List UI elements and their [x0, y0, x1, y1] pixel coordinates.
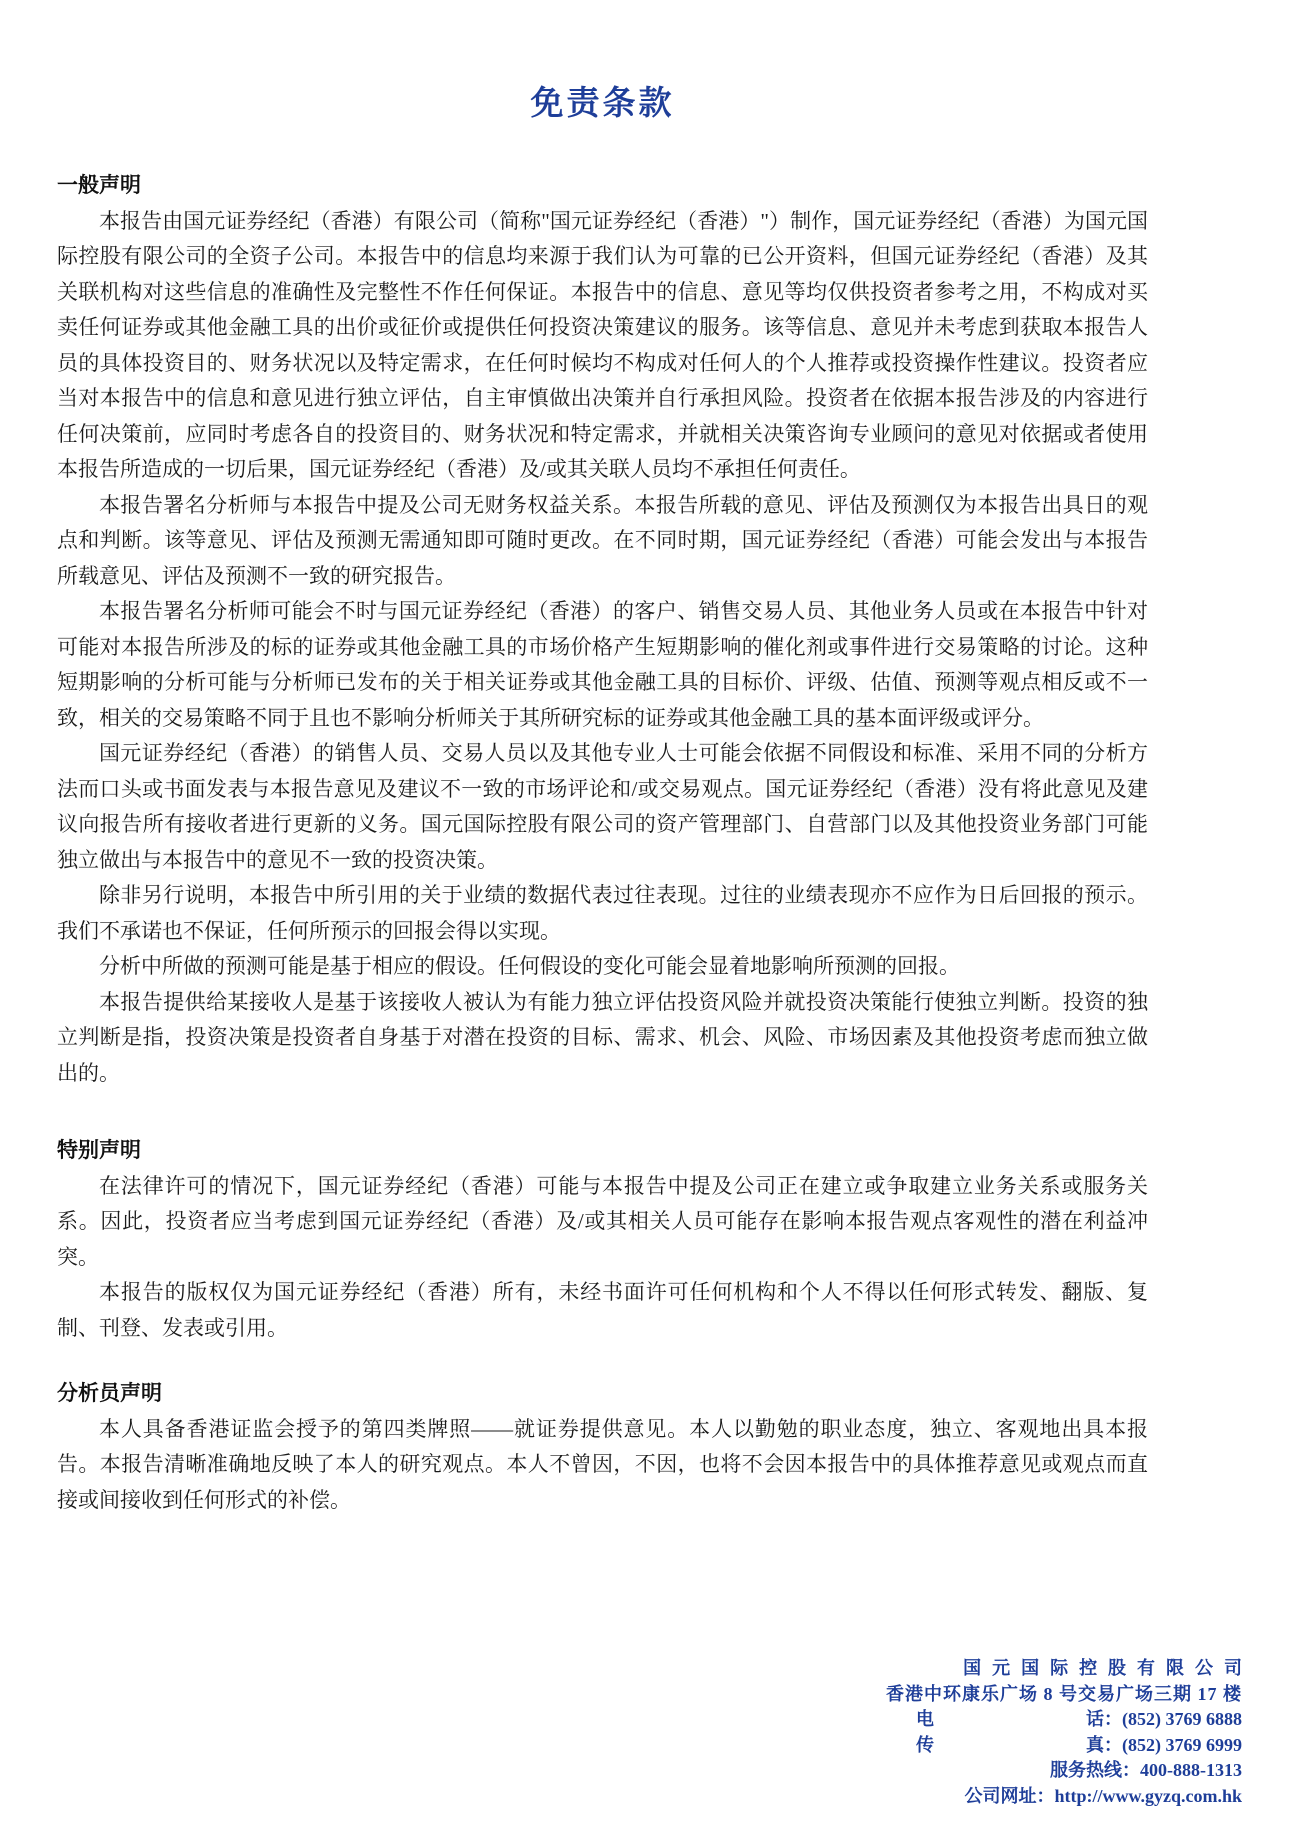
general-paragraph-4: 国元证券经纪（香港）的销售人员、交易人员以及其他专业人士可能会依据不同假设和标准、采用不同的分析方法而口头或书面发表与本报告意见及建议不一致的市场评论和/或交易观点。国元证券经纪（香港）没有将此意见及建议向报告所有接收者进行更新的义务。国元国际控股有限公司的资产管理部门、自营部门以及其他投资业务部门可能独立做出与本报告中的意见不一致的投资决策。: [57, 741, 1148, 872]
general-paragraph-2: 本报告署名分析师与本报告中提及公司无财务权益关系。本报告所载的意见、评估及预测仅为本报告出具日的观点和判断。该等意见、评估及预测无需通知即可随时更改。在不同时期，国元证券经纪（香港）可能会发出与本报告所载意见、评估及预测不一致的研究报告。: [57, 492, 1148, 588]
footer-fax-value: (852) 3769 6999: [1122, 1734, 1242, 1755]
footer-website-label: 公司网址：: [964, 1785, 1055, 1806]
section-special-statement: [57, 1133, 1148, 1346]
general-paragraph-1: 本报告由国元证券经纪（香港）有限公司（简称"国元证券经纪（香港）"）制作，国元证券经纪（香港）为国元国际控股有限公司的全资子公司。本报告中的信息均来源于我们认为可靠的已公开资料，但国元证券经纪（香港）及其关联机构对这些信息的准确性及完整性不作任何保证。本报告中的信息、意见等均仅供投资者参考之用，不构成对买卖任何证券或其他金融工具的出价或征价或提供任何投资决策建议的服务。该等信息、意见并未考虑到获取本报告人员的具体投资目的、财务状况以及特定需求，在任何时候均不构成对任何人的个人推荐或投资操作性建议。投资者应当对本报告中的信息和意见进行独立评估，自主审慎做出决策并自行承担风险。投资者在依据本报告涉及的内容进行任何决策前，应同时考虑各自的投资目的、财务状况和特定需求，并就相关决策咨询专业顾问的意见对依据或者使用本报告所造成的一切后果，国元证券经纪（香港）及/或其关联人员均不承担任何责任。: [57, 208, 1148, 481]
footer-company-name: 国元国际控股有限公司: [963, 1658, 1253, 1678]
footer-website-line: [886, 1784, 1242, 1810]
section-heading-analyst-statement: 分析员声明: [57, 1381, 162, 1405]
footer-fax-label: 传: [916, 1734, 934, 1755]
footer-fax-line: [886, 1733, 1242, 1759]
footer-phone-value: (852) 3769 6888: [1122, 1709, 1242, 1729]
section-analyst-statement: [57, 1376, 1148, 1518]
special-paragraph-1: 在法律许可的情况下，国元证券经纪（香港）可能与本报告中提及公司正在建立或争取建立业务关系或服务关系。因此，投资者应当考虑到国元证券经纪（香港）及/或其相关人员可能存在影响本报告观点客观性的潜在利益冲突。: [57, 1173, 1148, 1269]
company-footer: [886, 1656, 1253, 1809]
section-heading-special-statement: 特别声明: [57, 1138, 141, 1162]
section-general-statement: [57, 168, 1148, 1091]
footer-phone-line: [886, 1707, 1242, 1733]
special-paragraph-2: 本报告的版权仅为国元证券经纪（香港）所有，未经书面许可任何机构和个人不得以任何形式转发、翻版、复制、刊登、发表或引用。: [57, 1280, 1148, 1340]
footer-phone-label-2: 话：: [1086, 1709, 1122, 1729]
footer-phone-label: 电: [916, 1709, 934, 1729]
footer-website-link[interactable]: http://www.gyzq.com.hk: [1054, 1785, 1242, 1806]
section-heading-general-statement: 一般声明: [57, 173, 141, 197]
footer-hotline-line: [886, 1758, 1242, 1784]
footer-address: 香港中环康乐广场 8 号交易广场三期 17 楼: [886, 1683, 1242, 1704]
footer-hotline-label: 服务热线：: [1050, 1760, 1140, 1780]
general-paragraph-3: 本报告署名分析师可能会不时与国元证券经纪（香港）的客户、销售交易人员、其他业务人员或在本报告中针对可能对本报告所涉及的标的证券或其他金融工具的市场价格产生短期影响的催化剂或事件进行交易策略的讨论。这种短期影响的分析可能与分析师已发布的关于相关证券或其他金融工具的目标价、评级、估值、预测等观点相反或不一致，相关的交易策略不同于且也不影响分析师关于其所研究标的证券或其他金融工具的基本面评级或评分。: [57, 599, 1148, 730]
analyst-paragraph-1: 本人具备香港证监会授予的第四类牌照——就证券提供意见。本人以勤勉的职业态度，独立、客观地出具本报告。本报告清晰准确地反映了本人的研究观点。本人不曾因，不因，也将不会因本报告中的具体推荐意见或观点而直接或间接收到任何形式的补偿。: [57, 1416, 1148, 1512]
general-paragraph-6: 分析中所做的预测可能是基于相应的假设。任何假设的变化可能会显着地影响所预测的回报。: [99, 954, 960, 978]
footer-fax-label-2: 真：: [1086, 1734, 1122, 1755]
general-paragraph-7: 本报告提供给某接收人是基于该接收人被认为有能力独立评估投资风险并就投资决策能行使独立判断。投资的独立判断是指，投资决策是投资者自身基于对潜在投资的目标、需求、机会、风险、市场因素及其他投资考虑而独立做出的。: [57, 989, 1148, 1085]
page-title: 免责条款: [530, 86, 675, 122]
footer-hotline-value: 400-888-1313: [1140, 1760, 1242, 1780]
general-paragraph-5: 除非另行说明，本报告中所引用的关于业绩的数据代表过往表现。过往的业绩表现亦不应作为日后回报的预示。我们不承诺也不保证，任何所预示的回报会得以实现。: [57, 883, 1148, 943]
